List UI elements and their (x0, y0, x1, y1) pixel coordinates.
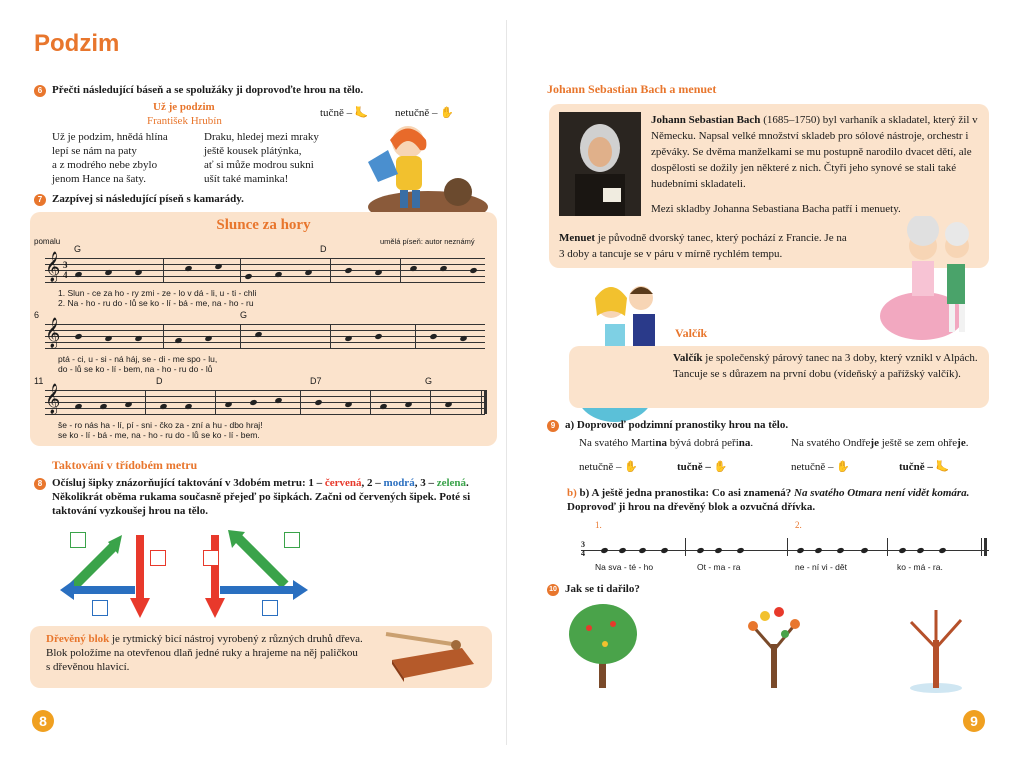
section-meter-heading: Taktování v třídobém metru (52, 458, 198, 472)
proverb-part: ještě se zem ohře (878, 437, 958, 449)
legend-netucne-2 (791, 460, 850, 474)
rhythm-lyric: Na sva - té - ho (595, 562, 654, 572)
hand-icon: ✋ (440, 107, 454, 119)
staff-row-1 (45, 252, 485, 282)
foot-icon: 🦶 (354, 107, 369, 119)
task7-text: Zazpívej si následující píseň s kamarády. (52, 193, 244, 205)
legend-tucne-label: tučně – (320, 107, 353, 119)
woodblock-term: Dřevěný blok (46, 633, 110, 645)
lyrics-verse1: še - ro nás ha - lí, pí - sni - čko za - zní a hu - dbo hraj! (58, 420, 263, 430)
valcik-description: je společenský párový tanec na 3 doby, který vznikl v Alpách. Tancuje se s důrazem na první dobu (vídeňský a pařížský valčík). (673, 352, 978, 380)
valcik-term: Valčík (673, 352, 703, 364)
poem-line: Draku, hledej mezi mraky (204, 131, 319, 143)
task8-blue-word: modrá (383, 477, 415, 489)
proverb-part: . (750, 437, 754, 449)
poem-line: a z modrého nebe zbylo (52, 159, 158, 171)
rhythm-lyric: ko - má - ra. (897, 562, 943, 572)
poem-col2 (204, 130, 354, 186)
task8-part: Očísluj šipky znázorňující taktování v 3dobém metru: 1 – (52, 477, 323, 489)
legend-label: tučně – (899, 461, 933, 473)
right-page (517, 20, 1004, 745)
treble-clef-icon: 𝄞 (45, 384, 61, 414)
poem-line: ušít také maminka! (204, 173, 289, 185)
proverb-part: bývá dobrá peři (667, 437, 739, 449)
bach-portrait (559, 112, 641, 216)
proverb-ondrej (791, 436, 968, 450)
staff-row-3 (45, 384, 485, 414)
poem-col1 (52, 130, 222, 186)
poem-line: ještě kousek plátýnka, (204, 145, 302, 157)
task-number-8: 8 (34, 478, 46, 490)
song-source: umělá píseň: autor neznámý (380, 237, 475, 246)
left-page (20, 20, 507, 745)
section-valcik-heading: Valčík (675, 326, 708, 340)
task9b-lead: b) A ještě jedna pranostika: Co asi znamená? (579, 487, 792, 499)
proverb-martin (579, 436, 753, 450)
measure-number: 11 (34, 376, 44, 386)
chord-label: G (240, 310, 248, 320)
task-number-6: 6 (34, 85, 46, 97)
bach-bio-text: (1685–1750) byl varhaník a skladatel, který žil v Německu. Napsal velké množství skladeb pro sólové nástroje, orchestr i zpěváky. Se dvěma manželkami se mu postupně narodilo dvacet dětí, ale dospělosti se dožily jen některé z nich. Čtyři jeho synové se stali také hudebními skladateli. (651, 114, 978, 190)
poem-line: ať si může modrou sukni (204, 159, 314, 171)
task9b-text: b) b) A ještě jedna pranostika: Co asi znamená? Na svatého Otmara není vidět komára. Doprovoď ji hrou na dřevěný blok a ozvučná dřívka. (567, 487, 970, 513)
treble-clef-icon: 𝄞 (45, 318, 61, 348)
hand-icon: ✋ (624, 461, 638, 473)
task8-part: , 2 – (361, 477, 381, 489)
chord-label: D7 (310, 376, 322, 386)
chord-label: G (74, 244, 82, 254)
proverb-bold: je (870, 437, 879, 449)
answer-box-red-1[interactable] (150, 550, 166, 566)
tree-autumn-option[interactable] (739, 600, 809, 696)
menuet-dancers-illustration (877, 216, 989, 342)
rhythm-lyric: Ot - ma - ra (697, 562, 741, 572)
treble-clef-icon: 𝄞 (45, 252, 61, 282)
poem-title: Už je podzim (153, 101, 215, 113)
proverb-part: . (965, 437, 969, 449)
task8-green-word: zelená (436, 477, 467, 489)
proverb-part: Na svatého Ondře (791, 437, 871, 449)
chord-label: D (156, 376, 163, 386)
proverb-bold: je (957, 437, 966, 449)
proverb-bold: na (738, 437, 751, 449)
task10-text: Jak se ti dařilo? (565, 583, 640, 595)
menuet-term: Menuet (559, 232, 596, 244)
legend-label: netučně – (579, 461, 622, 473)
task-number-9: 9 (547, 420, 559, 432)
task8-part: . Několikrát oběma rukama současně přejeď po šipkách. Začni od červených šipek. Poté si taktování vyzkoušej hrou na tělo. (52, 477, 471, 517)
bach-bio (651, 112, 981, 192)
woodblock-description: je rytmický bicí nástroj vyrobený z různých druhů dřeva. Blok položíme na otevřenou dlaň jedné ruky a hrajeme na něj paličkou s dřevěnou hlavicí. (46, 633, 363, 673)
hand-icon: ✋ (713, 461, 728, 473)
task-number-10: 10 (547, 584, 559, 596)
page-number-left: 8 (32, 710, 54, 732)
task8-text (52, 476, 490, 518)
legend-netucne-label: netučně – (395, 107, 438, 119)
task6-text: Přečti následující báseň a se spolužáky ji doprovoďte hrou na tělo. (52, 84, 364, 96)
menuet-description: je původně dvorský tanec, který pochází z Francie. Je na 3 doby a tancuje se v páru v mírně rychlém tempu. (559, 232, 847, 260)
task8-red-word: červená (324, 477, 362, 489)
legend-tucne-2 (899, 460, 949, 474)
lyrics-verse1: 1. Slun - ce za ho - ry zmi - ze - lo v dá - li, u - ti - chli (58, 288, 257, 298)
answer-box-blue-1[interactable] (92, 600, 108, 616)
task9b-quote: Na svatého Otmara není vidět komára. (794, 487, 970, 499)
tree-bare-option[interactable] (901, 600, 971, 696)
section-bach-heading: Johann Sebastian Bach a menuet (547, 82, 717, 96)
poem-line: jenom Hance na šaty. (52, 173, 146, 185)
bach-name: Johann Sebastian Bach (651, 114, 761, 126)
lyrics-verse2: se ko - lí - bá - me, na - ho - ru do - lů se ko - lí - bem. (58, 430, 260, 440)
time-signature: 3 4 (581, 540, 585, 558)
task8-part: , 3 – (414, 477, 434, 489)
rhythm-label-2: 2. (795, 520, 802, 530)
legend-label: tučně – (677, 461, 711, 473)
hand-icon: ✋ (836, 461, 850, 473)
page-number-right: 9 (963, 710, 985, 732)
poem-line: Už je podzim, hnědá hlína (52, 131, 168, 143)
woodblock-text (46, 632, 364, 674)
measure-number: 6 (34, 310, 40, 320)
woodblock-box (30, 626, 492, 688)
girl-with-kite-illustration (358, 112, 488, 224)
poem-author: František Hrubín (147, 115, 222, 127)
bach-minuets-text: Mezi skladby Johanna Sebastiana Bacha patří i menuety. (651, 203, 901, 215)
chord-label: D (320, 244, 327, 254)
staff-row-2 (45, 318, 485, 348)
legend-netucne-1 (579, 460, 638, 474)
legend-tucne-1 (677, 460, 727, 474)
answer-box-blue-2[interactable] (262, 600, 278, 616)
lyrics-verse2: 2. Na - ho - ru do - lů se ko - lí - bá - me, na - ho - ru (58, 298, 254, 308)
foot-icon: 🦶 (935, 461, 950, 473)
page-title: Podzim (34, 30, 120, 57)
song-box (30, 212, 497, 446)
rhythm-staff (581, 540, 989, 558)
poem-line: lepí se nám na paty (52, 145, 137, 157)
rhythm-label-1: 1. (595, 520, 602, 530)
valcik-text (673, 350, 979, 382)
answer-box-green-1[interactable] (70, 532, 86, 548)
answer-box-red-2[interactable] (203, 550, 219, 566)
task9b-instruction: Doprovoď ji hrou na dřevěný blok a ozvučná dřívka. (567, 501, 816, 513)
legend-label: netučně – (791, 461, 834, 473)
task9a-text: a) Doprovoď podzimní pranostiky hrou na tělo. (565, 419, 789, 431)
lyrics-verse1: ptá - ci, u - si - ná háj, se - di - me spo - lu, (58, 354, 218, 364)
tree-green-option[interactable] (565, 600, 641, 696)
lyrics-verse2: do - lů se ko - lí - bem, na - ho - ru do - lů (58, 364, 213, 374)
proverb-part: Na svatého Marti (579, 437, 656, 449)
proverb-bold: na (655, 437, 667, 449)
chord-label: G (425, 376, 433, 386)
rhythm-lyric: ne - ní vi - dět (795, 562, 847, 572)
song-title: Slunce za hory (216, 217, 311, 233)
task-number-7: 7 (34, 194, 46, 206)
woodblock-illustration (382, 630, 482, 684)
song-tempo: pomalu (34, 237, 61, 246)
menuet-text (559, 230, 854, 262)
answer-box-green-2[interactable] (284, 532, 300, 548)
valcik-box (569, 346, 989, 408)
time-signature: 3 4 (63, 260, 68, 280)
